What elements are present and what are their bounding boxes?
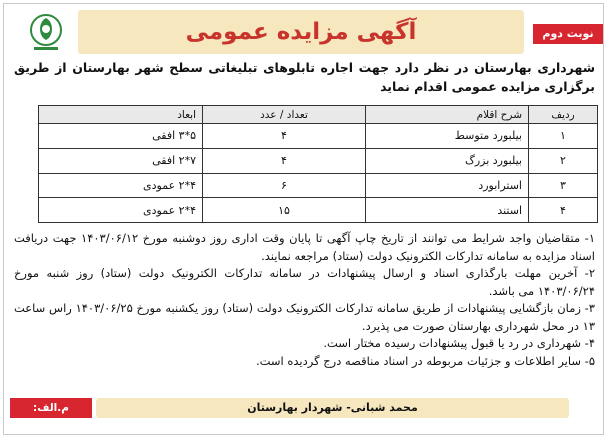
- row-desc: بیلبورد متوسط: [366, 124, 529, 149]
- row-desc: بیلبورد بزرگ: [366, 148, 529, 173]
- table-row: [39, 124, 598, 149]
- table-header-row: [39, 106, 598, 124]
- table-row: [39, 198, 598, 223]
- row-qty: ۴: [203, 148, 366, 173]
- row-dims: ۴*۲ عمودی: [39, 198, 203, 223]
- row-qty: ۶: [203, 173, 366, 198]
- row-index: ۴: [529, 198, 598, 223]
- term-item: ۴- شهرداری در رد یا قبول پیشنهادات رسیده مختار است.: [323, 336, 595, 350]
- header-dims: ابعاد: [39, 106, 203, 124]
- term-item: ۲- آخرین مهلت بارگذاری اسناد و ارسال پیشنهادات در سامانه تدارکات الکترونیک دولت (ستاد) روز شنبه مورخ ۱۴۰۳/۰۶/۲۴ می باشد.: [14, 266, 595, 298]
- header-desc: شرح اقلام: [366, 106, 529, 124]
- term-item: ۱- متقاضیان واجد شرایط می توانند از تاریخ چاپ آگهی تا پایان وقت اداری روز دوشنبه مورخ ۱۴۰۳/۰۶/۱۲ جهت دریافت اسناد مزایده به سامانه تدارکات الکترونیک دولت (ستاد) مراجعه نمایند.: [14, 231, 596, 263]
- notice-title: آگهی مزایده عمومی: [185, 19, 417, 45]
- municipality-logo-icon: [20, 10, 72, 54]
- row-desc: استند: [366, 198, 529, 223]
- row-index: ۲: [529, 148, 598, 173]
- table-row: [39, 173, 598, 198]
- row-qty: ۱۵: [203, 198, 366, 223]
- round-badge: نوبت دوم: [533, 24, 603, 44]
- intro-paragraph: شهرداری بهارستان در نظر دارد جهت اجاره تابلوهای تبلیغاتی سطح شهر بهارستان از طریق برگزاری مزایده عمومی اقدام نماید: [14, 60, 595, 94]
- table-row: [39, 148, 598, 173]
- term-item: ۳- زمان بازگشایی پیشنهادات از طریق سامانه تدارکات الکترونیک دولت (ستاد) روز یکشنبه مورخ ۱۴۰۳/۰۶/۲۵ راس ساعت ۱۳ در محل شهرداری بهارستان صورت می پذیرد.: [14, 301, 595, 333]
- row-dims: ۷*۲ افقی: [39, 148, 203, 173]
- term-item: ۵- سایر اطلاعات و جزئیات مربوطه در اسناد مناقصه درج گردیده است.: [255, 353, 595, 368]
- signature-band: محمد شبانی- شهردار بهارستان: [96, 398, 569, 418]
- row-index: ۳: [529, 173, 598, 198]
- terms-list: [14, 230, 595, 370]
- publication-code-badge: م.الف: ۱۷۷۲۹۳۶: [10, 398, 92, 418]
- row-dims: ۴*۲ عمودی: [39, 173, 203, 198]
- row-qty: ۴: [203, 124, 366, 149]
- row-index: ۱: [529, 124, 598, 149]
- header-qty: تعداد / عدد: [203, 106, 366, 124]
- row-dims: ۵*۳ افقی: [39, 124, 203, 149]
- items-table: [38, 105, 598, 223]
- header-index: ردیف: [529, 106, 598, 124]
- row-desc: استرابورد: [366, 173, 529, 198]
